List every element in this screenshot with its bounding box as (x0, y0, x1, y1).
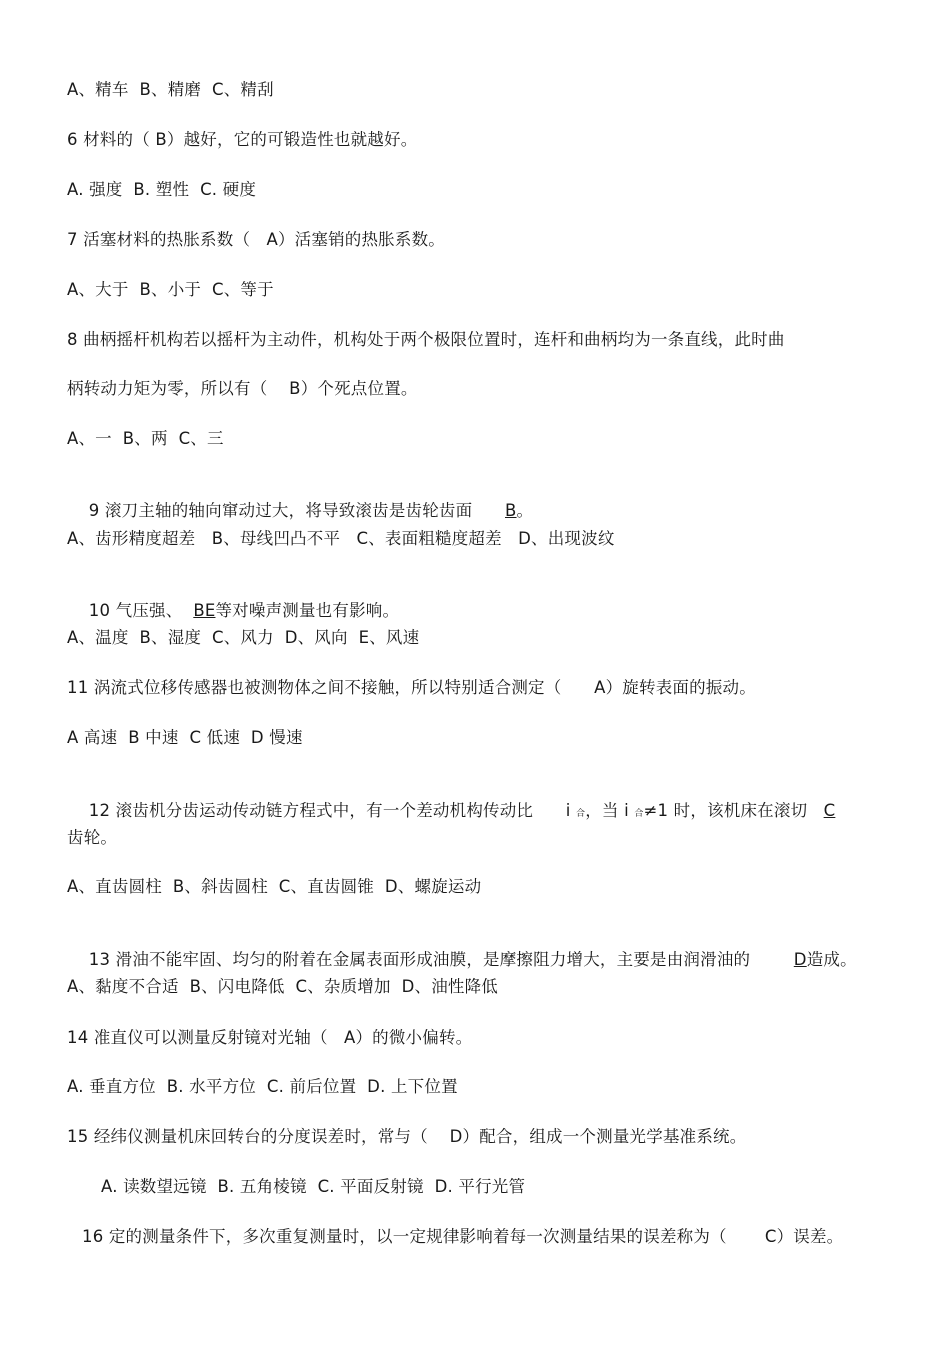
options-q14: A. 垂直方位 B. 水平方位 C. 前后位置 D. 上下位置 (67, 1077, 458, 1096)
question-9-text: 9 滚刀主轴的轴向窜动过大，将导致滚齿是齿轮齿面 (88, 501, 505, 520)
options-q12: A、直齿圆柱 B、斜齿圆柱 C、直齿圆锥 D、螺旋运动 (67, 877, 482, 896)
options-q13: A、黏度不合适 B、闪电降低 C、杂质增加 D、油性降低 (67, 977, 499, 996)
question-12-text2: ，当 i (585, 801, 635, 820)
question-15: 15 经纬仪测量机床回转台的分度误差时，常与（ D）配合，组成一个测量光学基准系统。 (67, 1127, 747, 1146)
question-8-line1: 8 曲柄摇杆机构若以摇杆为主动件，机构处于两个极限位置时，连杆和曲柄均为一条直线，此时曲 (67, 330, 785, 349)
subscript-he-1: 合 (576, 809, 586, 819)
options-q8: A、一 B、两 C、三 (67, 429, 224, 448)
subscript-he-2: 合 (634, 809, 644, 819)
question-14: 14 准直仪可以测量反射镜对光轴（ A）的微小偏转。 (67, 1028, 473, 1047)
question-6: 6 材料的（ B）越好，它的可锻造性也就越好。 (67, 130, 418, 149)
options-q9: A、齿形精度超差 B、母线凹凸不平 C、表面粗糙度超差 D、出现波纹 (67, 529, 615, 548)
options-q11: A 高速 B 中速 C 低速 D 慢速 (67, 728, 303, 747)
answer-12: C (823, 801, 836, 820)
answer-9: B (505, 501, 517, 520)
question-12-line2: 齿轮。 (67, 828, 118, 847)
options-q10: A、温度 B、湿度 C、风力 D、风向 E、风速 (67, 628, 420, 647)
question-12-text3: ≠1 时，该机床在滚切 (643, 801, 824, 820)
question-13-end: 造成。 (806, 950, 857, 969)
answer-10: BE (193, 601, 216, 620)
question-9-end: 。 (516, 501, 534, 520)
question-8-line2: 柄转动力矩为零，所以有（ B）个死点位置。 (67, 379, 418, 398)
options-q15: A. 读数望远镜 B. 五角棱镜 C. 平面反射镜 D. 平行光管 (101, 1177, 526, 1196)
question-7: 7 活塞材料的热胀系数（ A）活塞销的热胀系数。 (67, 230, 445, 249)
question-10-end: 等对噪声测量也有影响。 (215, 601, 400, 620)
question-12-line1 (67, 778, 835, 847)
answer-13: D (793, 950, 807, 969)
question-11: 11 涡流式位移传感器也被测物体之间不接触，所以特别适合测定（ A）旋转表面的振动。 (67, 678, 756, 697)
question-12-text: 12 滚齿机分齿运动传动链方程式中，有一个差动机构传动比 i (88, 801, 577, 820)
question-13-text: 13 滑油不能牢固、均匀的附着在金属表面形成油膜，是摩擦阻力增大，主要是由润滑油的 (88, 950, 794, 969)
options-q7: A、大于 B、小于 C、等于 (67, 280, 274, 299)
question-16: 16 定的测量条件下，多次重复测量时，以一定规律影响着每一次测量结果的误差称为（ C）误差。 (82, 1227, 844, 1246)
options-q5: A、精车 B、精磨 C、精刮 (67, 80, 274, 99)
options-q6: A. 强度 B. 塑性 C. 硬度 (67, 180, 257, 199)
question-10-text: 10 气压强、 (88, 601, 194, 620)
